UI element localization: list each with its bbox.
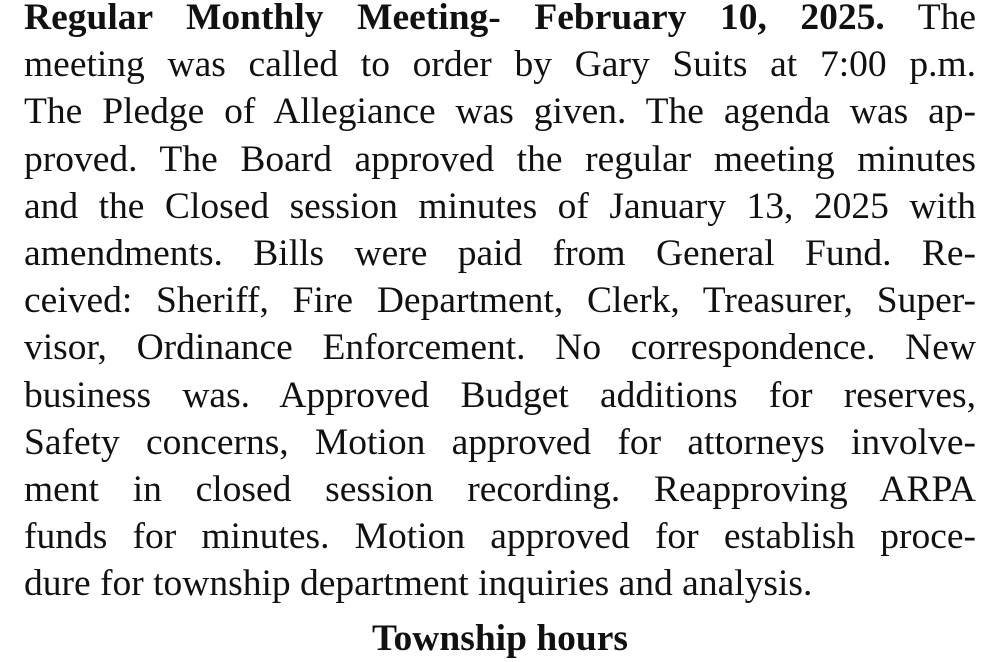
notice-line-11: ment in closed session recording. Reapproving ARPA bbox=[24, 468, 976, 510]
notice-line-2: meeting was called to order by Gary Suits at 7:00 p.m. bbox=[24, 44, 976, 86]
meeting-title: Regular Monthly Meeting- February 10, 2025. bbox=[24, 0, 885, 38]
notice-line-10: Safety concerns, Motion approved for attorneys involve- bbox=[24, 421, 976, 463]
notice-line-9: business was. Approved Budget additions for reserves, bbox=[24, 374, 976, 416]
notice-text: The bbox=[917, 0, 976, 38]
notice-line-4: proved. The Board approved the regular meeting minutes bbox=[24, 138, 976, 180]
notice-line-6: amendments. Bills were paid from General Fund. Re- bbox=[24, 232, 976, 274]
notice-line-1 bbox=[24, 0, 976, 41]
township-hours-heading: Township hours bbox=[371, 618, 629, 659]
notice-line-3: The Pledge of Allegiance was given. The agenda was ap- bbox=[24, 91, 976, 133]
notice-line-7: ceived: Sheriff, Fire Department, Clerk, Treasurer, Super- bbox=[24, 280, 976, 322]
notice-line-5: and the Closed session minutes of January 13, 2025 with bbox=[24, 185, 976, 227]
meeting-notice bbox=[24, 0, 976, 607]
notice-line-13: dure for township department inquiries and analysis. bbox=[24, 563, 813, 605]
notice-line-12: funds for minutes. Motion approved for establish proce- bbox=[24, 516, 976, 558]
notice-line-8: visor, Ordinance Enforcement. No correspondence. New bbox=[24, 327, 976, 369]
